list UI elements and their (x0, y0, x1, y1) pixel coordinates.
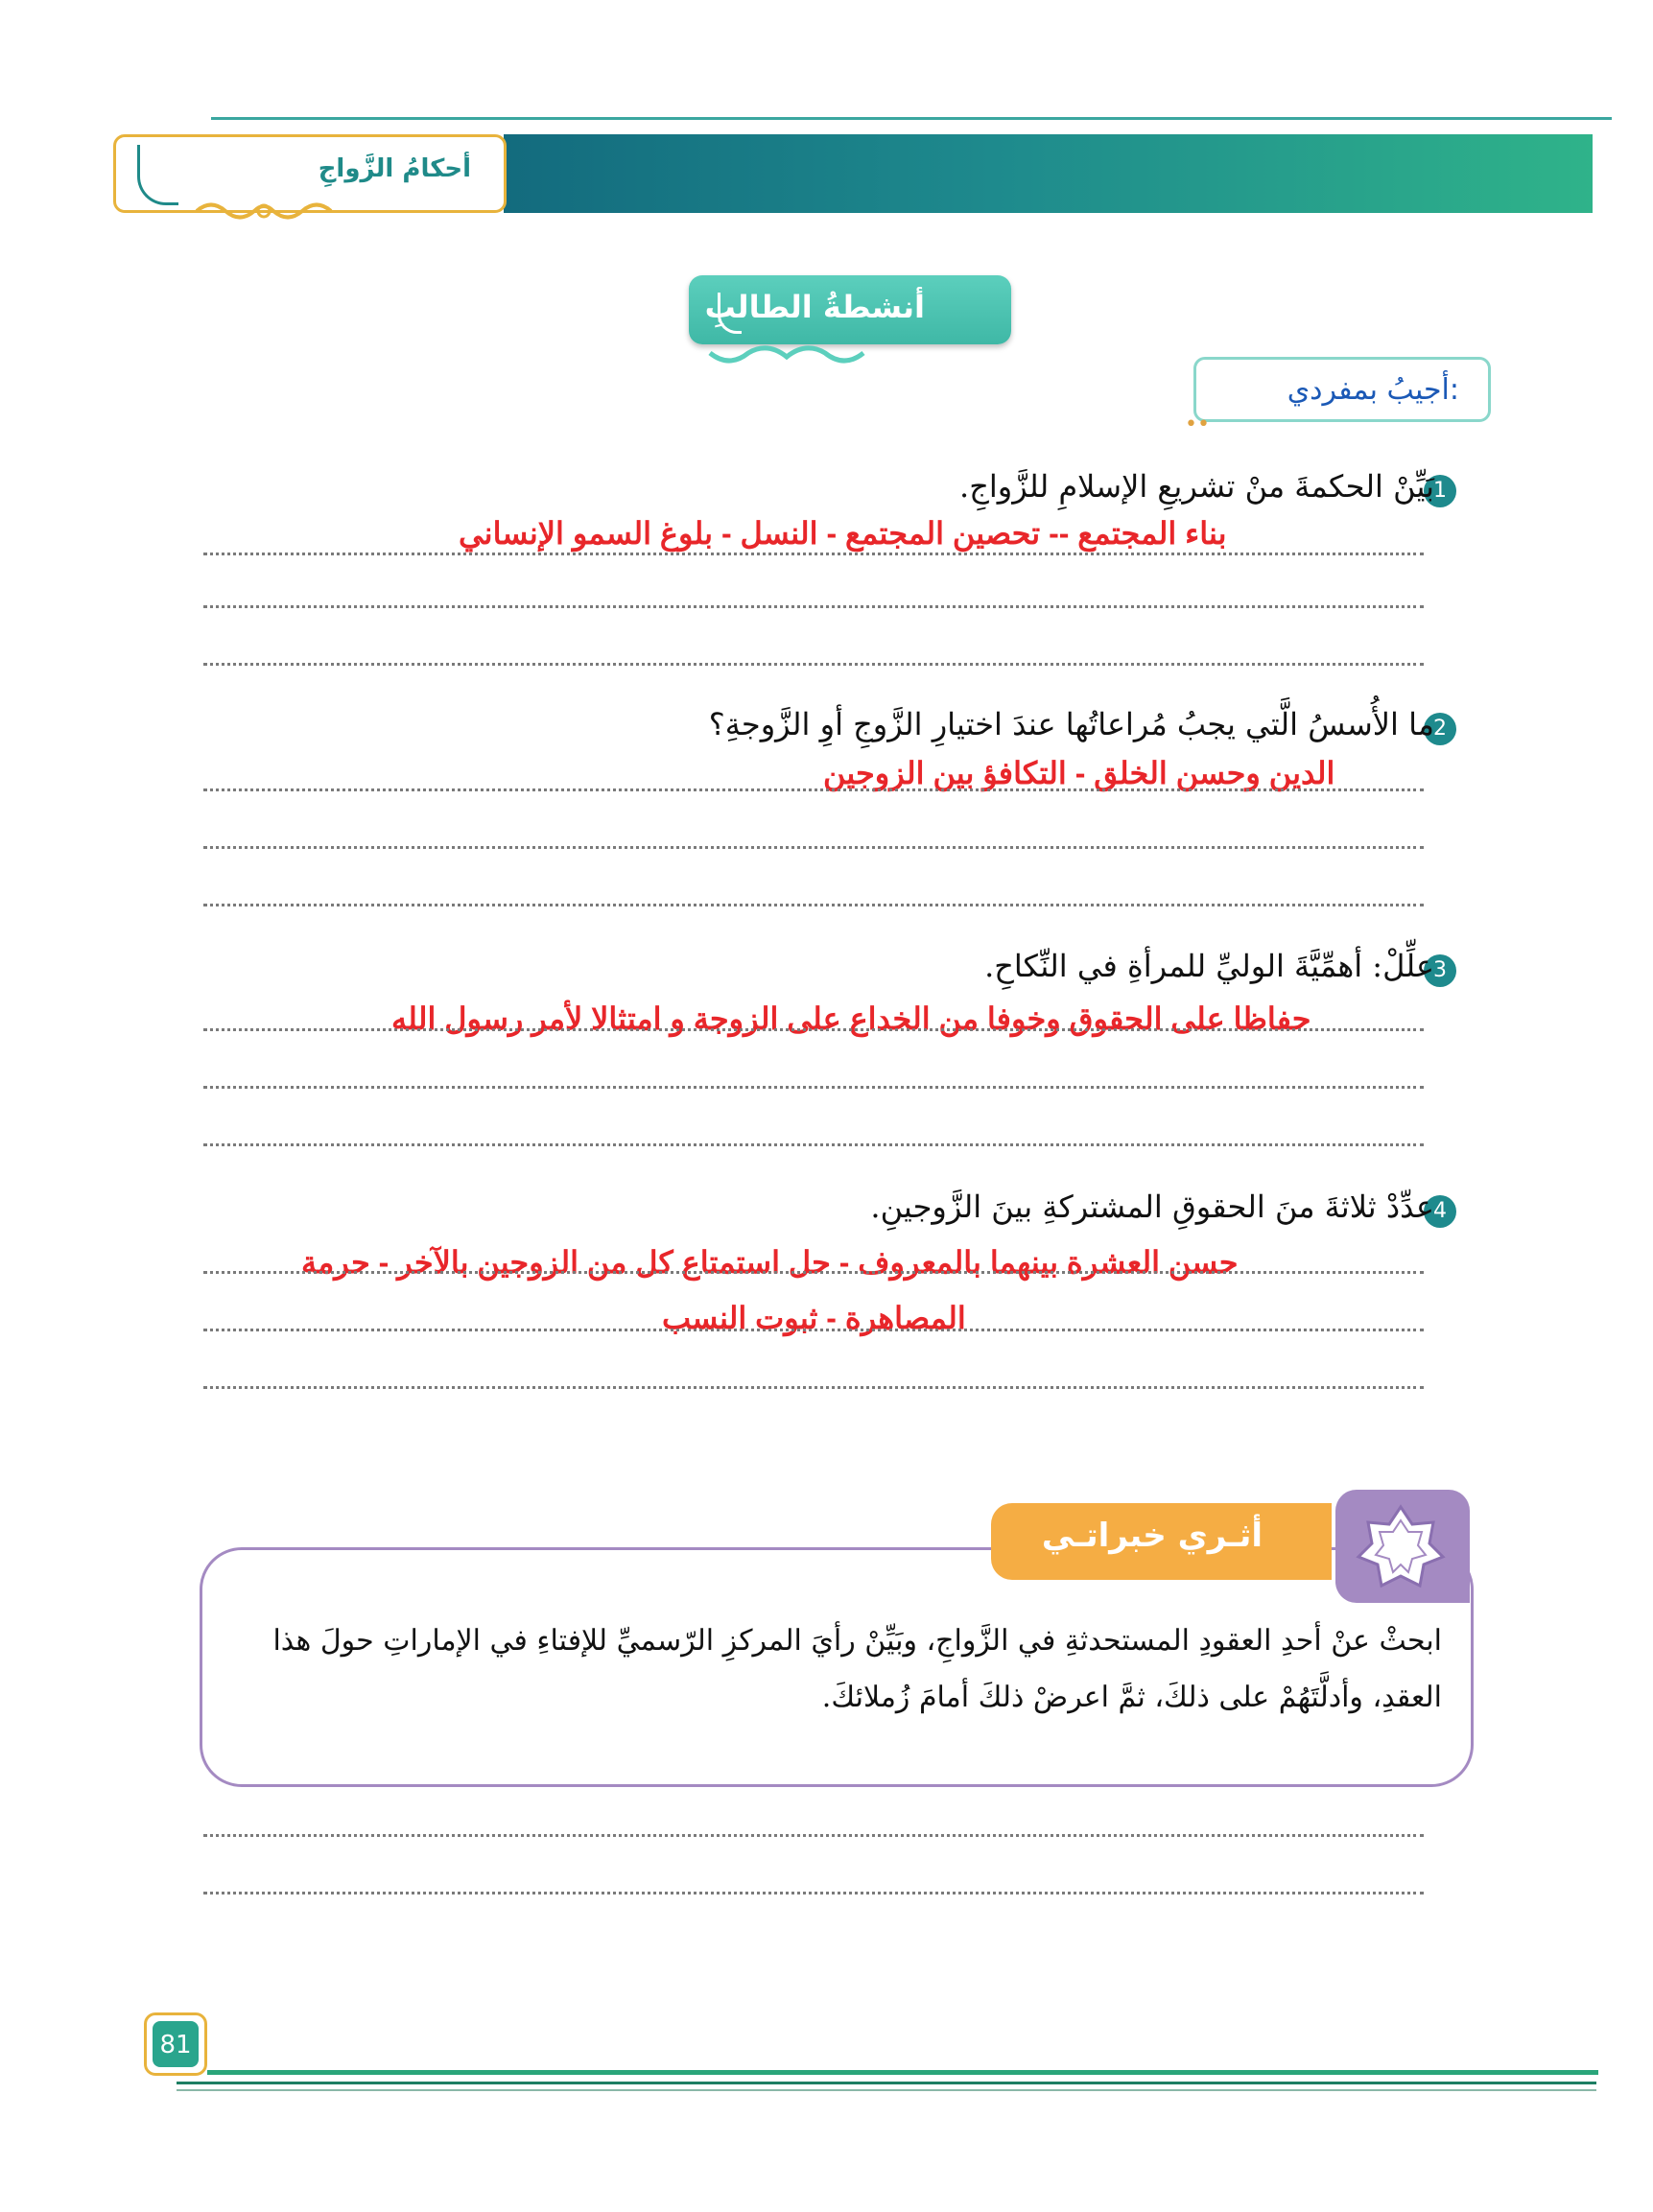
question-number: 4 (1424, 1195, 1456, 1228)
instruction-text: أجيبُ بمفردي: (1287, 373, 1459, 407)
footer-line (177, 2082, 1596, 2084)
answer-text: بناء المجتمع -- تحصين المجتمع - النسل - بلوغ السمو الإنساني (459, 516, 1227, 551)
chapter-title: أحكامُ الزَّواجِ (318, 154, 471, 183)
header-top-line (211, 117, 1612, 120)
page-number-badge (153, 2021, 199, 2067)
header-band (504, 134, 1593, 213)
question-text: عدِّدْ ثلاثةَ منَ الحقوقِ المشتركةِ بينَ الزَّوجينِ. (870, 1188, 1434, 1225)
experience-icon-box (1335, 1490, 1470, 1603)
answer-line[interactable] (203, 1892, 1424, 1894)
answer-line[interactable] (203, 1329, 1424, 1331)
answer-line[interactable] (203, 846, 1424, 849)
scroll-ornament-icon (192, 197, 336, 225)
experience-box (200, 1547, 1474, 1787)
answer-text: حسن العشرة بينهما بالمعروف - حل استمتاع كل من الزوجين بالآخر - حرمة (301, 1245, 1239, 1280)
question-text: بَيِّنْ الحكمةَ منْ تشريعِ الإسلامِ للزَّواجِ. (959, 468, 1434, 505)
answer-line[interactable] (203, 788, 1424, 791)
activity-title-banner (689, 275, 1011, 344)
banner-ornament-icon (700, 345, 873, 370)
star-icon (1355, 1501, 1447, 1593)
answer-line[interactable] (203, 1271, 1424, 1274)
experience-title: أثـري خبراتـي (1041, 1517, 1263, 1555)
answer-line[interactable] (203, 1143, 1424, 1146)
answer-line[interactable] (203, 1086, 1424, 1089)
question-number: 3 (1424, 954, 1456, 987)
answer-text: المصاهرة - ثبوت النسب (662, 1301, 966, 1335)
answer-line[interactable] (203, 553, 1424, 555)
answer-line[interactable] (203, 1834, 1424, 1837)
page-number-frame (144, 2012, 207, 2076)
answer-text: الدين وحسن الخلق - التكافؤ بين الزوجين (823, 756, 1335, 790)
question-text: علِّلْ: أهمِّيَّةَ الوليِّ للمرأةِ في النِّكاحِ. (984, 948, 1434, 984)
experience-title-tab (991, 1503, 1332, 1580)
frame-hook-ornament (137, 145, 178, 205)
page-number: 81 (159, 2031, 192, 2059)
question-number: 2 (1424, 713, 1456, 745)
answer-line[interactable] (203, 1028, 1424, 1031)
question-text: ما الأُسسُ الَّتي يجبُ مُراعاتُها عندَ اختيارِ الزَّوجِ أوِ الزَّوجةِ؟ (708, 706, 1434, 742)
instruction-dots-ornament: •• (1185, 412, 1210, 436)
answer-line[interactable] (203, 605, 1424, 608)
footer-line (207, 2070, 1598, 2075)
footer-line (177, 2089, 1596, 2091)
answer-text: حفاظا على الحقوق وخوفا من الخداع على الزوجة و امتثالا لأمر رسول الله (391, 1001, 1311, 1036)
answer-line[interactable] (203, 663, 1424, 666)
instruction-tag (1193, 357, 1491, 422)
answer-line[interactable] (203, 1386, 1424, 1389)
activity-title: أنشطةُ الطالبِ (704, 289, 925, 325)
answer-line[interactable] (203, 904, 1424, 906)
experience-text-line: ابحثْ عنْ أحدِ العقودِ المستحدثةِ في الزَّواجِ، وبَيِّنْ رأيَ المركزِ الرّسميِّ للإفتاءِ في الإماراتِ حولَ هذا (272, 1624, 1442, 1658)
experience-text-line: العقدِ، وأدلَّتَهُمْ على ذلكَ، ثمَّ اعرضْ ذلكَ أمامَ زُملائكَ. (821, 1681, 1442, 1714)
question-number: 1 (1424, 475, 1456, 507)
